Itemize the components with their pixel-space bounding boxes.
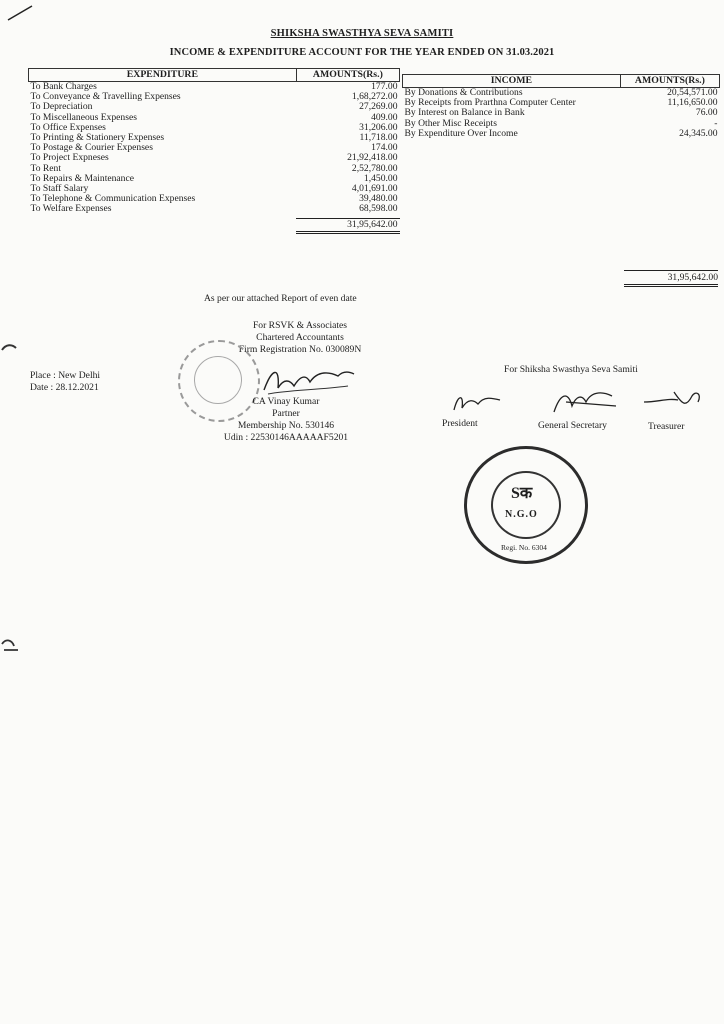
expenditure-label: To Miscellaneous Expenses [30, 111, 137, 123]
income-row [403, 129, 720, 139]
auditor-signer [206, 396, 366, 444]
income-label: By Interest on Balance in Bank [404, 107, 525, 119]
auditor-udin: Udin : 22530146AAAAAF5201 [223, 432, 349, 443]
income-total: 31,95,642.00 [624, 270, 718, 287]
income-label: By Expenditure Over Income [404, 127, 518, 139]
expenditure-label: To Welfare Expenses [30, 203, 112, 215]
seal-reg: Regi. No. 6304 [501, 543, 547, 552]
income-amount: 24,345.00 [679, 127, 718, 139]
expenditure-label: To Rent [30, 162, 62, 174]
secretary-signature [546, 384, 626, 418]
expenditure-total: 31,95,642.00 [296, 219, 399, 233]
ngo-seal [464, 446, 588, 564]
auditor-membership: Membership No. 530146 [237, 420, 335, 431]
expenditure-label: To Printing & Stationery Expenses [30, 132, 165, 144]
expenditure-amount: 409.00 [371, 111, 398, 123]
income-amount: - [714, 117, 718, 129]
expenditure-label: To Office Expenses [30, 121, 106, 133]
expenditure-row [29, 153, 400, 163]
expenditure-row [29, 204, 400, 214]
expenditure-table [28, 68, 400, 234]
expenditure-amount: 21,92,418.00 [347, 152, 398, 164]
expenditure-label: To Conveyance & Travelling Expenses [30, 91, 181, 103]
president-signature [448, 390, 508, 416]
expenditure-label: To Depreciation [30, 101, 93, 113]
auditor-registration: Firm Registration No. 030089N [238, 344, 362, 355]
seal-logo-icon: Sक [511, 485, 533, 502]
signatory-president: President [442, 418, 478, 429]
expenditure-label: To Postage & Courier Expenses [30, 142, 153, 154]
signatory-treasurer: Treasurer [648, 421, 685, 432]
expenditure-amount: 174.00 [371, 142, 398, 154]
scan-mark-icon [0, 636, 22, 658]
income-amount-header: AMOUNTS(Rs.) [620, 75, 719, 88]
expenditure-amount: 68,598.00 [359, 203, 398, 215]
treasurer-signature [638, 388, 708, 414]
auditor-firm: For RSVK & Associates [252, 320, 348, 331]
income-label: By Donations & Contributions [404, 87, 523, 98]
auditor-name: CA Vinay Kumar [252, 396, 320, 407]
seal-text: N.G.O [505, 509, 538, 520]
signatory-general-secretary: General Secretary [538, 420, 607, 431]
expenditure-amount: 1,450.00 [363, 172, 398, 184]
expenditure-amount: 1,68,272.00 [351, 91, 398, 103]
expenditure-amount: 11,718.00 [359, 132, 398, 144]
income-header: INCOME [403, 75, 621, 88]
income-amount: 76.00 [695, 107, 718, 119]
income-label: By Receipts from Prarthna Computer Center [404, 97, 576, 109]
expenditure-label: To Telephone & Communication Expenses [30, 193, 196, 205]
report-note: As per our attached Report of even date [204, 293, 357, 304]
expenditure-header: EXPENDITURE [29, 69, 297, 82]
expenditure-label: To Project Expneses [30, 152, 109, 164]
expenditure-amount: 39,480.00 [359, 193, 398, 205]
auditor-role: Partner [272, 408, 300, 419]
auditor-signature [258, 360, 358, 400]
expenditure-label: To Bank Charges [30, 81, 97, 92]
income-amount: 20,54,571.00 [667, 87, 718, 98]
document-subtitle: INCOME & EXPENDITURE ACCOUNT FOR THE YEAR ENDED ON 31.03.2021 [169, 47, 555, 58]
expenditure-label: To Repairs & Maintenance [30, 172, 134, 184]
income-label: By Other Misc Receipts [404, 117, 497, 129]
date: Date : 28.12.2021 [30, 382, 99, 393]
expenditure-amount: 4,01,691.00 [351, 183, 398, 195]
org-signoff: For Shiksha Swasthya Seva Samiti [504, 364, 638, 375]
expenditure-label: To Staff Salary [30, 183, 89, 195]
place: Place : New Delhi [30, 370, 101, 381]
auditor-type: Chartered Accountants [256, 332, 344, 343]
expenditure-amount: 27,269.00 [359, 101, 398, 113]
scan-mark-icon [0, 340, 20, 360]
expenditure-amount: 31,206.00 [359, 121, 398, 133]
place-date [30, 370, 100, 394]
expenditure-amount-header: AMOUNTS(Rs.) [296, 69, 399, 82]
document-title: SHIKSHA SWASTHYA SEVA SAMITI [270, 28, 454, 39]
expenditure-amount: 177.00 [371, 81, 398, 92]
income-amount: 11,16,650.00 [667, 97, 718, 109]
expenditure-amount: 2,52,780.00 [351, 162, 398, 174]
income-table [402, 74, 720, 139]
pen-mark-icon [6, 4, 36, 24]
